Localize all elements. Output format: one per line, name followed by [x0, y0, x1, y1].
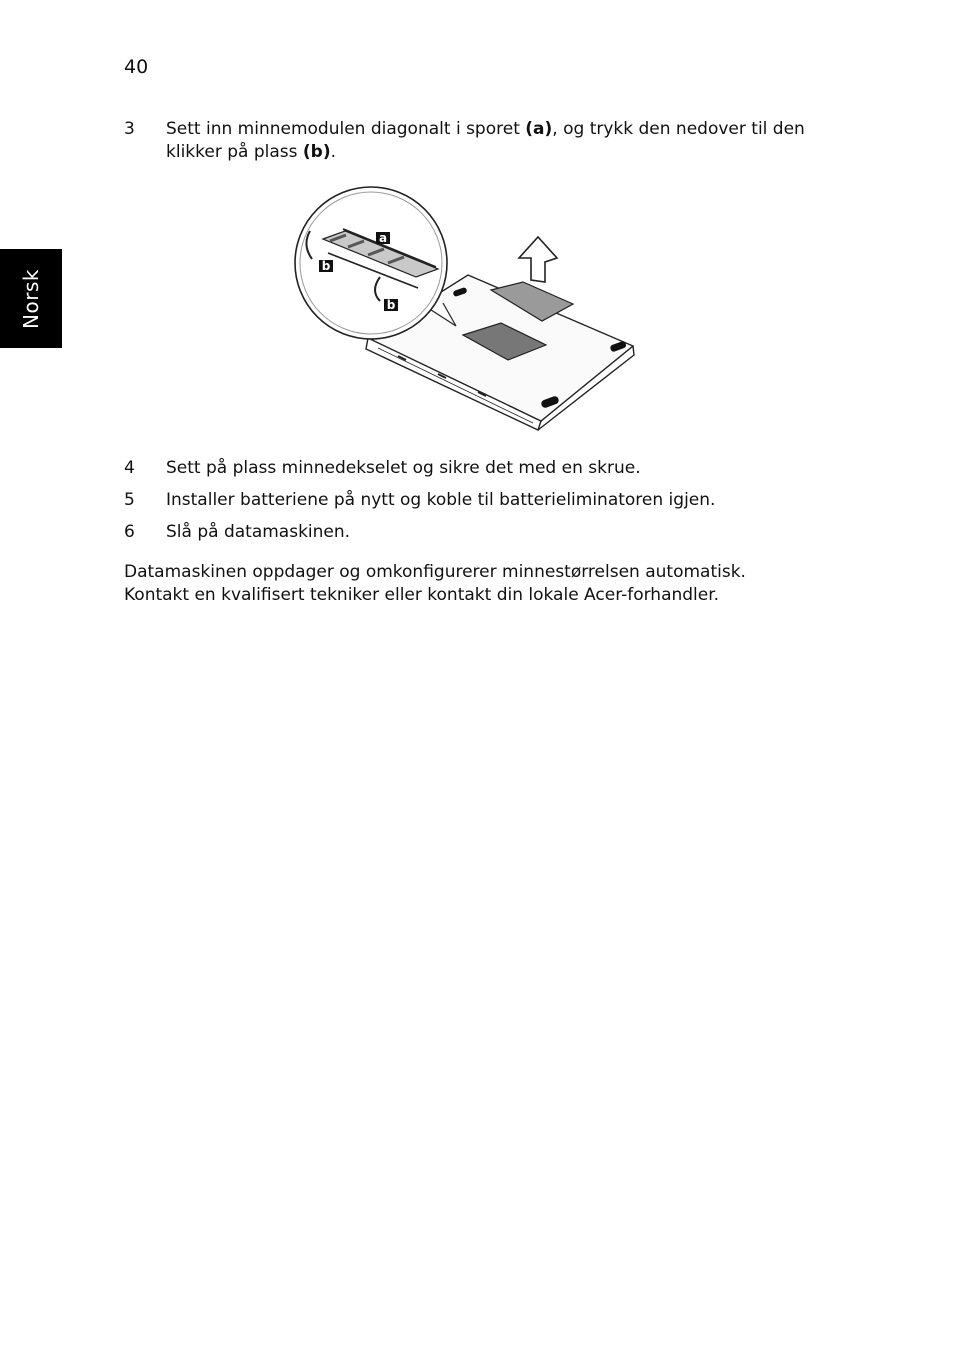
step-number: 6 — [124, 522, 135, 542]
step-number: 3 — [124, 119, 135, 139]
callout-b-left: b — [321, 259, 331, 273]
paragraph-line: Datamaskinen oppdager og omkonfigurerer minnestørrelsen automatisk. — [124, 562, 746, 582]
language-side-tab — [0, 249, 62, 348]
callout-b-bottom: b — [386, 298, 396, 312]
closing-paragraph — [124, 561, 844, 607]
ref-b: (b) — [302, 142, 331, 162]
ref-a: (a) — [525, 119, 553, 139]
up-arrow-icon — [519, 237, 557, 282]
step-3 — [124, 118, 844, 164]
step-text: Installer batteriene på nytt og koble til batterieliminatoren igjen. — [166, 490, 716, 510]
step-number: 5 — [124, 490, 135, 510]
step-5 — [124, 489, 844, 512]
step-6 — [124, 521, 844, 544]
step-4 — [124, 457, 844, 480]
step-number: 4 — [124, 458, 135, 478]
step-text: Sett inn minnemodulen diagonalt i sporet (a), og trykk den nedover til den klikker på plass (b). — [166, 119, 805, 162]
step-text: Sett på plass minnedekselet og sikre det med en skrue. — [166, 458, 641, 478]
language-label: Norsk — [18, 268, 43, 329]
paragraph-line: Kontakt en kvalifisert tekniker eller kontakt din lokale Acer-forhandler. — [124, 585, 720, 605]
page-number: 40 — [124, 56, 149, 78]
callout-a: a — [378, 231, 388, 245]
memory-install-illustration — [288, 183, 648, 435]
step-text: Slå på datamaskinen. — [166, 522, 351, 542]
